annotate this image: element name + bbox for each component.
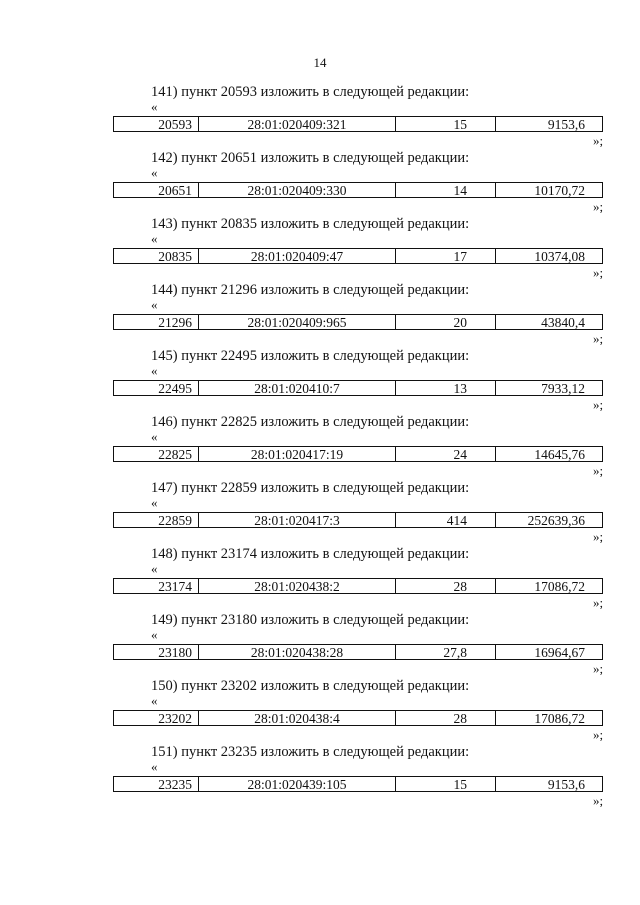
value-cell: 252639,36 — [527, 513, 585, 528]
area-cell: 15 — [396, 777, 496, 791]
closing-quote: »; — [593, 793, 604, 808]
item-number-cell: 23235 — [114, 777, 199, 791]
area-cell: 28 — [396, 579, 496, 593]
page-number: 14 — [313, 55, 327, 70]
amendment-item — [0, 743, 640, 809]
amendment-item — [0, 281, 640, 347]
amendment-item — [0, 479, 640, 545]
item-number-cell: 20835 — [114, 249, 199, 263]
cadastral-number-cell: 28:01:020439:105 — [199, 777, 396, 791]
table-row — [113, 182, 603, 198]
area-cell: 17 — [396, 249, 496, 263]
amendment-item — [0, 149, 640, 215]
value-cell: 10374,08 — [534, 249, 585, 264]
area-cell: 27,8 — [396, 645, 496, 659]
item-number-cell: 23202 — [114, 711, 199, 725]
closing-quote: »; — [593, 265, 604, 280]
amendment-heading: 148) пункт 23174 изложить в следующей редакции: — [151, 546, 470, 562]
closing-quote: »; — [593, 133, 604, 148]
closing-quote: »; — [593, 199, 604, 214]
amendment-heading: 149) пункт 23180 изложить в следующей редакции: — [151, 612, 470, 628]
table-row — [113, 446, 603, 462]
item-number-cell: 21296 — [114, 315, 199, 329]
opening-quote: « — [151, 561, 158, 576]
amendment-item — [0, 611, 640, 677]
cadastral-number-cell: 28:01:020438:4 — [199, 711, 396, 725]
opening-quote: « — [151, 363, 158, 378]
table-row — [113, 116, 603, 132]
item-number-cell: 23174 — [114, 579, 199, 593]
amendment-heading: 141) пункт 20593 изложить в следующей редакции: — [151, 84, 470, 100]
amendment-heading: 151) пункт 23235 изложить в следующей редакции: — [151, 744, 470, 760]
opening-quote: « — [151, 627, 158, 642]
item-number-cell: 22495 — [114, 381, 199, 395]
value-cell: 10170,72 — [534, 183, 585, 198]
amendment-item — [0, 413, 640, 479]
opening-quote: « — [151, 231, 158, 246]
value-cell: 9153,6 — [547, 777, 585, 792]
cadastral-number-cell: 28:01:020409:965 — [199, 315, 396, 329]
area-cell: 15 — [396, 117, 496, 131]
amendment-heading: 142) пункт 20651 изложить в следующей редакции: — [151, 150, 470, 166]
area-cell: 13 — [396, 381, 496, 395]
area-cell: 414 — [396, 513, 496, 527]
cadastral-number-cell: 28:01:020409:330 — [199, 183, 396, 197]
value-cell: 17086,72 — [534, 711, 585, 726]
value-cell: 7933,12 — [541, 381, 585, 396]
opening-quote: « — [151, 693, 158, 708]
cadastral-number-cell: 28:01:020410:7 — [199, 381, 396, 395]
table-row — [113, 710, 603, 726]
amendment-item — [0, 545, 640, 611]
value-cell: 14645,76 — [534, 447, 585, 462]
closing-quote: »; — [593, 463, 604, 478]
value-cell: 43840,4 — [541, 315, 585, 330]
opening-quote: « — [151, 495, 158, 510]
opening-quote: « — [151, 297, 158, 312]
table-row — [113, 776, 603, 792]
table-row — [113, 314, 603, 330]
amendment-item — [0, 677, 640, 743]
area-cell: 20 — [396, 315, 496, 329]
closing-quote: »; — [593, 595, 604, 610]
amendment-heading: 143) пункт 20835 изложить в следующей редакции: — [151, 216, 470, 232]
amendment-heading: 147) пункт 22859 изложить в следующей редакции: — [151, 480, 470, 496]
cadastral-number-cell: 28:01:020417:19 — [199, 447, 396, 461]
opening-quote: « — [151, 99, 158, 114]
table-row — [113, 578, 603, 594]
area-cell: 24 — [396, 447, 496, 461]
table-row — [113, 380, 603, 396]
value-cell: 17086,72 — [534, 579, 585, 594]
amendment-item — [0, 83, 640, 149]
table-row — [113, 644, 603, 660]
table-row — [113, 248, 603, 264]
closing-quote: »; — [593, 529, 604, 544]
closing-quote: »; — [593, 331, 604, 346]
value-cell: 9153,6 — [547, 117, 585, 132]
area-cell: 28 — [396, 711, 496, 725]
amendment-heading: 150) пункт 23202 изложить в следующей редакции: — [151, 678, 470, 694]
closing-quote: »; — [593, 661, 604, 676]
closing-quote: »; — [593, 727, 604, 742]
item-number-cell: 23180 — [114, 645, 199, 659]
cadastral-number-cell: 28:01:020417:3 — [199, 513, 396, 527]
area-cell: 14 — [396, 183, 496, 197]
amendment-item — [0, 347, 640, 413]
cadastral-number-cell: 28:01:020409:47 — [199, 249, 396, 263]
cadastral-number-cell: 28:01:020438:2 — [199, 579, 396, 593]
amendment-item — [0, 215, 640, 281]
amendment-heading: 146) пункт 22825 изложить в следующей редакции: — [151, 414, 470, 430]
amendment-heading: 145) пункт 22495 изложить в следующей редакции: — [151, 348, 470, 364]
opening-quote: « — [151, 165, 158, 180]
item-number-cell: 22859 — [114, 513, 199, 527]
cadastral-number-cell: 28:01:020438:28 — [199, 645, 396, 659]
table-row — [113, 512, 603, 528]
amendment-heading: 144) пункт 21296 изложить в следующей редакции: — [151, 282, 470, 298]
closing-quote: »; — [593, 397, 604, 412]
value-cell: 16964,67 — [534, 645, 585, 660]
item-number-cell: 20593 — [114, 117, 199, 131]
item-number-cell: 20651 — [114, 183, 199, 197]
item-number-cell: 22825 — [114, 447, 199, 461]
opening-quote: « — [151, 759, 158, 774]
cadastral-number-cell: 28:01:020409:321 — [199, 117, 396, 131]
amendment-list — [0, 83, 640, 809]
opening-quote: « — [151, 429, 158, 444]
